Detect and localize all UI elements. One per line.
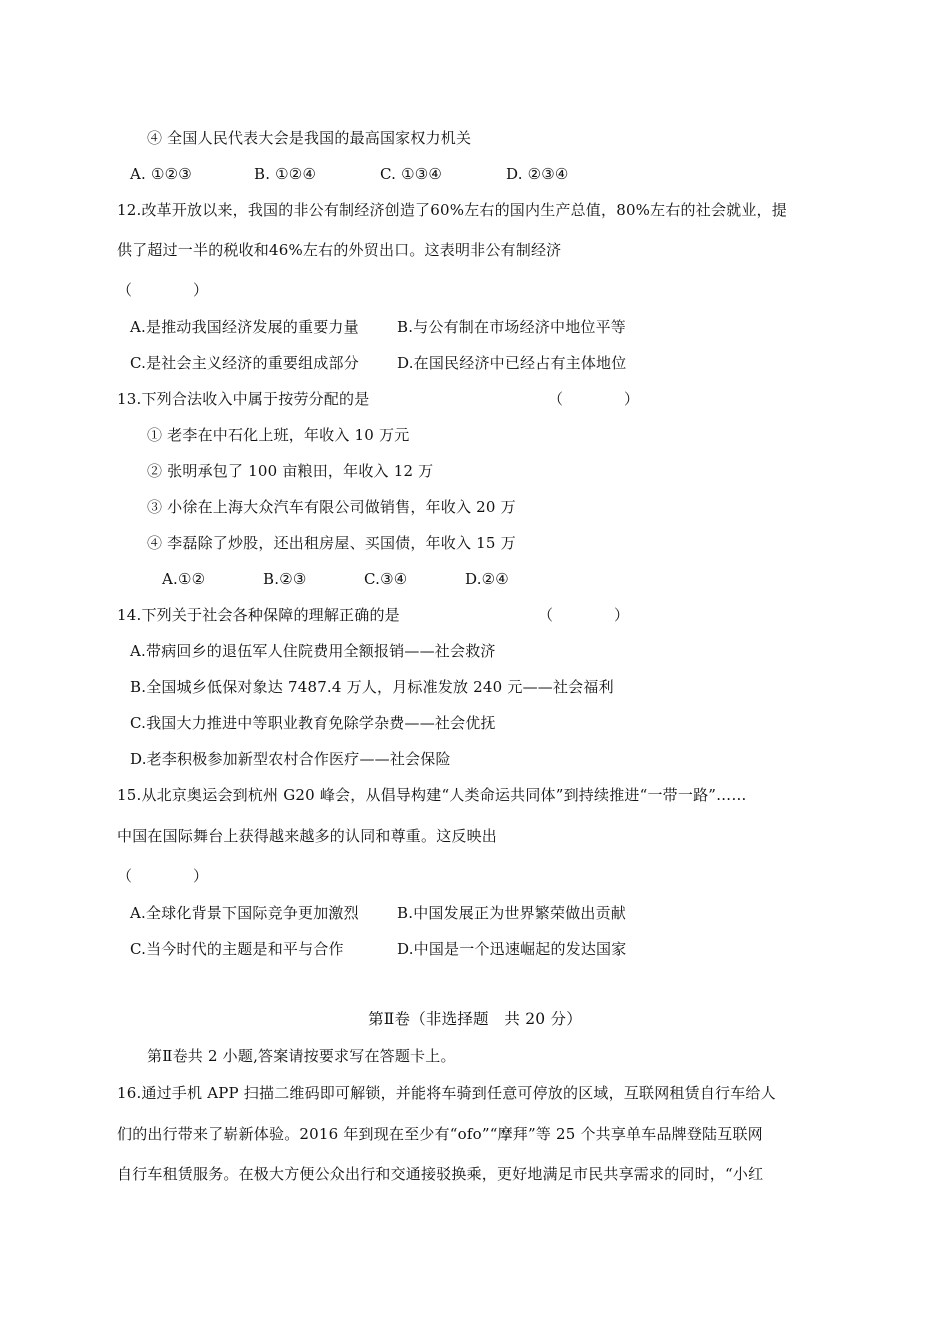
q11-option-c: C. ①③④: [380, 165, 443, 183]
q14-option-c: C.我国大力推进中等职业教育免除学杂费——社会优抚: [130, 714, 496, 732]
q13-item-4: ④ 李磊除了炒股，还出租房屋、买国债，年收入 15 万: [147, 534, 516, 552]
q14-answer-blank: （ ）: [538, 606, 630, 624]
q13-item-3: ③ 小徐在上海大众汽车有限公司做销售，年收入 20 万: [147, 498, 516, 516]
q13-options: [162, 569, 509, 589]
q13-option-c: C.③④: [364, 570, 408, 588]
q11-option-b: B. ①②④: [254, 165, 317, 183]
q15-option-b: B.中国发展正为世界繁荣做出贡献: [397, 904, 626, 922]
q16-line-2: 们的出行带来了崭新体验。2016 年到现在至少有“ofo”“摩拜”等 25 个共享单车品牌登陆互联网: [117, 1125, 763, 1143]
q12-answer-blank: （ ）: [117, 281, 209, 299]
q13-item-1: ① 老李在中石化上班，年收入 10 万元: [147, 426, 410, 444]
q14-option-a: A.带病回乡的退伍军人住院费用全额报销——社会救济: [130, 642, 496, 660]
q12-option-b: B.与公有制在市场经济中地位平等: [397, 318, 626, 336]
q12-stem-line-2: 供了超过一半的税收和46%左右的外贸出口。这表明非公有制经济: [117, 241, 562, 259]
q13-option-a: A.①②: [162, 570, 206, 588]
q15-stem-line-1: 15.从北京奥运会到杭州 G20 峰会，从倡导构建“人类命运共同体”到持续推进“一带一路”……: [117, 786, 747, 804]
q15-stem-line-2: 中国在国际舞台上获得越来越多的认同和尊重。这反映出: [117, 827, 498, 845]
q11-option-a: A. ①②③: [130, 165, 192, 183]
q13-option-d: D.②④: [465, 570, 509, 588]
q15-option-d: D.中国是一个迅速崛起的发达国家: [397, 940, 627, 958]
q12-option-c: C.是社会主义经济的重要组成部分: [130, 354, 359, 372]
q15-option-a: A.全球化背景下国际竞争更加激烈: [130, 904, 359, 922]
q13-answer-blank: （ ）: [548, 390, 640, 408]
q11-option-d: D. ②③④: [506, 165, 569, 183]
q13-stem: 13.下列合法收入中属于按劳分配的是: [117, 390, 370, 408]
q12-option-d: D.在国民经济中已经占有主体地位: [397, 354, 627, 372]
section-2-instruction: 第Ⅱ卷共 2 小题,答案请按要求写在答题卡上。: [147, 1047, 456, 1065]
q12-stem-line-1: 12.改革开放以来，我国的非公有制经济创造了60%左右的国内生产总值，80%左右的社会就业，提: [117, 201, 787, 219]
q15-answer-blank: （ ）: [117, 867, 209, 885]
section-2-title: 第Ⅱ卷（非选择题 共 20 分）: [368, 1010, 582, 1028]
q16-line-1: 16.通过手机 APP 扫描二维码即可解锁，并能将车骑到任意可停放的区域，互联网租赁自行车给人: [117, 1084, 776, 1102]
q11-options: [130, 164, 569, 184]
q11-item-4: ④ 全国人民代表大会是我国的最高国家权力机关: [147, 129, 472, 147]
q14-stem: 14.下列关于社会各种保障的理解正确的是: [117, 606, 400, 624]
q16-line-3: 自行车租赁服务。在极大方便公众出行和交通接驳换乘，更好地满足市民共享需求的同时，“小红: [117, 1165, 764, 1183]
q13-item-2: ② 张明承包了 100 亩粮田，年收入 12 万: [147, 462, 434, 480]
q14-option-d: D.老李积极参加新型农村合作医疗——社会保险: [130, 750, 451, 768]
q14-option-b: B.全国城乡低保对象达 7487.4 万人，月标准发放 240 元——社会福利: [130, 678, 614, 696]
q13-option-b: B.②③: [263, 570, 307, 588]
q12-option-a: A.是推动我国经济发展的重要力量: [130, 318, 359, 336]
q15-option-c: C.当今时代的主题是和平与合作: [130, 940, 344, 958]
